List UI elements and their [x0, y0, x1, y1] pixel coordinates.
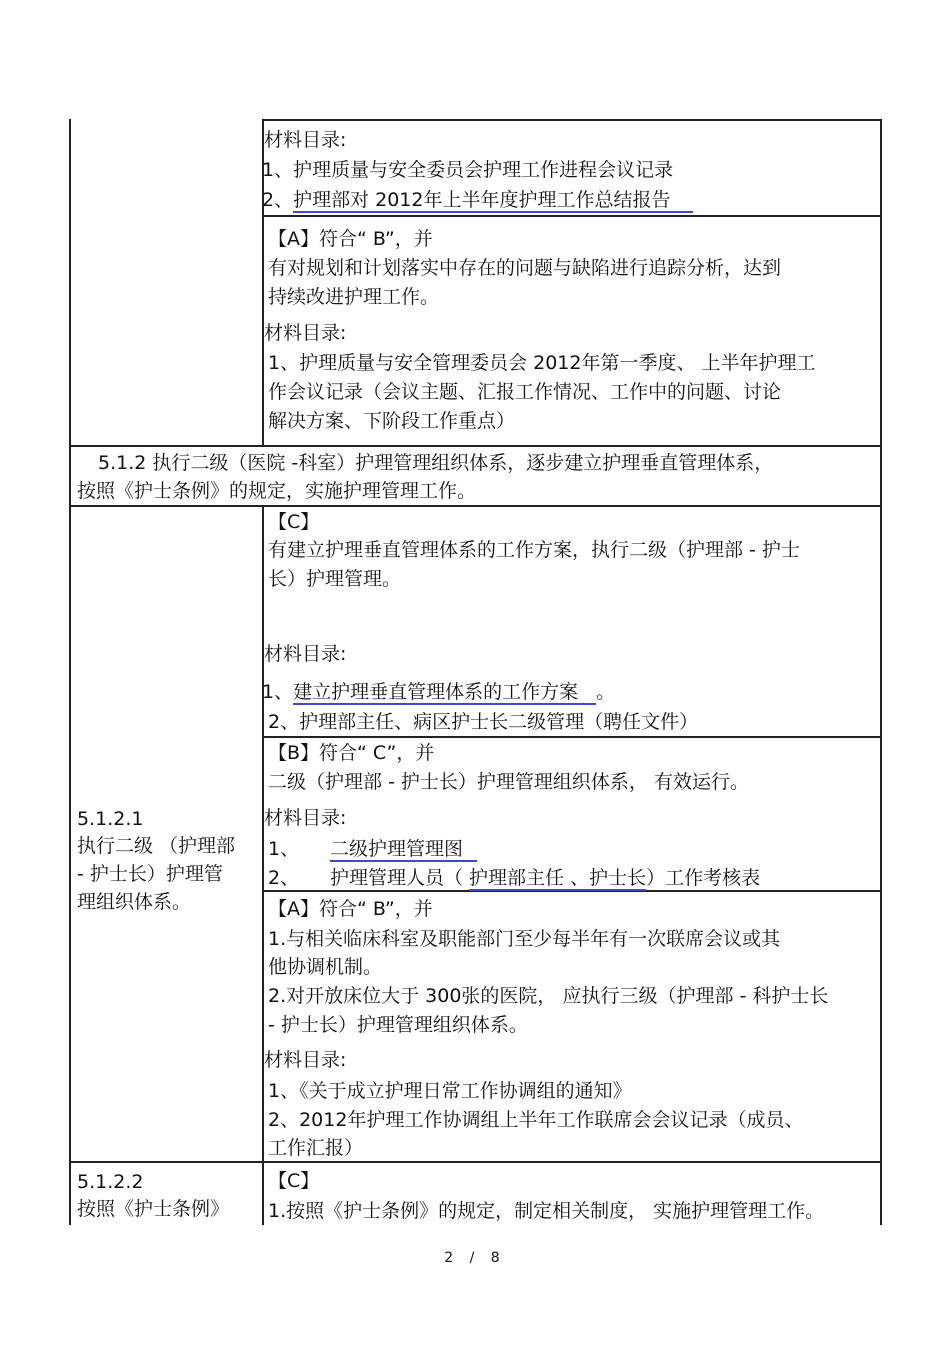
- materials-label: 材料目录:: [264, 322, 347, 344]
- grade-label: 【B】符合“ C”，并: [268, 742, 435, 764]
- material-item: 1、护理质量与安全管理委员会 2012年第一季度、 上半年护理工: [268, 352, 816, 374]
- material-item: 2、2012年护理工作协调组上半年工作联席会会议记录（成员、: [268, 1109, 804, 1131]
- row-line: [69, 1161, 882, 1163]
- row-line: [262, 736, 882, 738]
- criteria-text: - 护士长）护理管理组织体系。: [268, 1014, 528, 1036]
- material-link[interactable]: 护理部主任: [469, 867, 565, 889]
- item-code: 5.1.2.2: [77, 1171, 144, 1193]
- grade-label: 【C】: [268, 511, 320, 533]
- item-suffix: 。: [596, 681, 616, 703]
- criteria-text: 有建立护理垂直管理体系的工作方案，执行二级（护理部 - 护士: [268, 539, 800, 561]
- material-item: 1、《关于成立护理日常工作协调组的通知》: [268, 1080, 632, 1102]
- material-link-text[interactable]: 二级护理管理图: [330, 838, 477, 862]
- page-number: 2 / 8: [444, 1250, 506, 1266]
- material-link[interactable]: 护理部对 2012年上半年度护理工作总结报告: [293, 189, 692, 213]
- material-link[interactable]: 建立护理垂直管理体系的工作方案: [293, 681, 596, 705]
- row-line: [69, 445, 882, 447]
- row-line: [262, 215, 882, 217]
- criteria-text: 二级（护理部 - 护士长）护理管理组织体系， 有效运行。: [268, 771, 749, 793]
- material-item: 工作汇报）: [268, 1137, 364, 1159]
- criteria-text: 有对规划和计划落实中存在的问题与缺陷进行追踪分析，达到: [268, 257, 782, 279]
- criteria-text: 2.对开放床位大于 300张的医院， 应执行三级（护理部 - 科护士长: [268, 985, 829, 1007]
- criteria-text: 他协调机制。: [268, 956, 383, 978]
- criteria-text: 1.按照《护士条例》的规定，制定相关制度， 实施护理管理工作。: [268, 1200, 825, 1222]
- criteria-text: 长）护理管理。: [268, 568, 402, 590]
- material-item: [330, 864, 760, 892]
- table-top-line: [262, 119, 882, 121]
- item-title: - 护士长）护理管: [77, 863, 223, 885]
- criteria-text: 1.与相关临床科室及职能部门至少每半年有一次联席会议或其: [268, 928, 781, 950]
- item-title: 执行二级 （护理部: [77, 835, 236, 857]
- materials-label: 材料目录:: [264, 643, 347, 665]
- item-prefix: 2、: [268, 867, 300, 889]
- materials-label: 材料目录:: [264, 807, 347, 829]
- item-prefix: 1、: [262, 681, 294, 703]
- item-code: 5.1.2.1: [77, 808, 144, 830]
- table-border-left: [69, 119, 71, 1225]
- table-border-right: [880, 119, 882, 1225]
- item-title: 理组织体系。: [77, 891, 192, 913]
- material-item: 作会议记录（会议主题、汇报工作情况、工作中的问题、讨论: [268, 381, 782, 403]
- grade-label: 【C】: [268, 1170, 320, 1192]
- section-heading: 按照《护士条例》的规定，实施护理管理工作。: [77, 480, 477, 502]
- material-item: [262, 186, 693, 214]
- material-item: 2、护理部主任、病区护士长二级管理（聘任文件）: [268, 711, 699, 733]
- row-line: [69, 505, 882, 507]
- link-separator: 、: [564, 867, 590, 889]
- section-heading: 5.1.2 执行二级（医院 -科室）护理管理组织体系，逐步建立护理垂直管理体系，: [98, 452, 774, 474]
- item-prefix: 2、: [262, 189, 294, 211]
- item-title: 按照《护士条例》: [77, 1198, 230, 1220]
- material-item: [262, 678, 615, 706]
- material-item: 1、护理质量与安全委员会护理工作进程会议记录: [262, 159, 674, 181]
- item-text: ）工作考核表: [646, 867, 761, 889]
- material-link[interactable]: [330, 835, 477, 863]
- grade-label: 【A】符合“ B”，并: [268, 898, 433, 920]
- col-divider-bottom: [262, 506, 264, 1225]
- item-text: 护理管理人员（: [330, 867, 470, 889]
- material-item: 解决方案、下阶段工作重点）: [268, 410, 516, 432]
- materials-label: 材料目录:: [264, 129, 347, 151]
- material-link[interactable]: 护士长: [589, 867, 647, 889]
- grade-label: 【A】符合“ B”，并: [268, 228, 433, 250]
- criteria-text: 持续改进护理工作。: [268, 286, 440, 308]
- materials-label: 材料目录:: [264, 1049, 347, 1071]
- item-prefix: 1、: [268, 838, 300, 860]
